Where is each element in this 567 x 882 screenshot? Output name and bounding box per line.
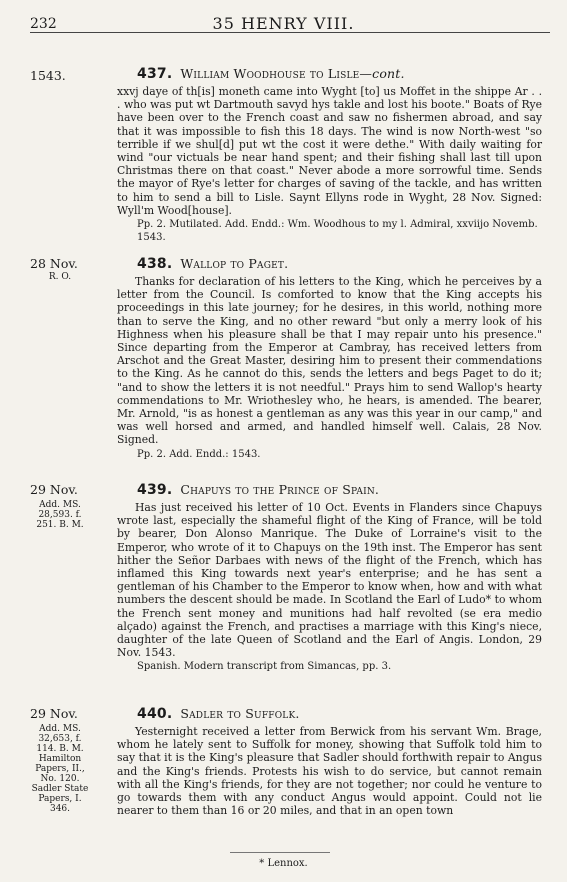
entry-body: Has just received his letter of 10 Oct. Events in Flanders since Chapuys wrote last, especially the shameful flight of the King of France, will be told by bearer, Don Alonso Manrique. The Duke of Lorraine's visit to the Emperor, who wrote of it to Chapuys on the 19th inst. The Emperor has sent hither the Señor Darbaes with news of the flight of the French, which has inflamed this King towards next year's enterprise; and he has sent a gentleman of his Chamber to the Emperor to know when, how and with what numbers the descent should be made. In Scotland the Earl of Ludo* to whom the French sent money and munitions had half revolted (se era medio alçado) against the French, and practises a marriage with this King's niece, daughter of the late Queen of Scotland and the Earl of Angis. London, 29 Nov. 1543. xyxy=(117,501,542,660)
entry-note: Pp. 2. Mutilated. Add. Endd.: Wm. Woodhous to my l. Admiral, xxviijo Novemb. 1543. xyxy=(137,219,538,243)
margin-date-440: 29 Nov. xyxy=(30,706,78,721)
entry-439 xyxy=(117,482,542,674)
margin-source-439: Add. MS. 28,593. f. 251. B. M. xyxy=(36,500,84,530)
entry-note: Spanish. Modern transcript from Simancas, pp. 3. xyxy=(137,661,392,673)
entry-body: Thanks for declaration of his letters to the King, which he perceives by a letter from the Council. Is comforted to know that the King accepts his proceedings in this late journey; for he desires, in this world, nothing more than to serve the King, and no other reward "but only a merry look of his Highness when his pleasure shall be that I may repair unto his presence." Since departing from the Emperor at Cambray, has received letters from Arschot and the Great Master, desiring him to present their commendations to the King. As he cannot do this, sends the letters and begs Paget to do it; "and to show the letters it is not needful." Prays him to send Wallop's hearty commendations to Mr. Wriothesley who, he hears, is amended. The bearer, Mr. Arnold, "is as honest a gentleman as any was this year in our camp," and was well horsed and armed, and handled himself well. Calais, 28 Nov. Signed. xyxy=(117,275,542,447)
entry-note: Pp. 2. Add. Endd.: 1543. xyxy=(137,448,261,460)
entry-438 xyxy=(117,256,542,461)
entry-number: 438. xyxy=(137,256,173,272)
entry-heading: Wallop to Paget. xyxy=(180,256,289,271)
entry-title xyxy=(137,482,542,498)
margin-source-438: R. O. xyxy=(48,272,72,282)
entry-440 xyxy=(117,706,542,817)
entry-cont: —cont. xyxy=(359,66,405,81)
margin-date-438: 28 Nov. xyxy=(30,256,78,271)
footnote-rule xyxy=(230,852,330,853)
entry-title xyxy=(137,66,542,82)
entry-heading: Chapuys to the Prince of Spain. xyxy=(180,482,380,497)
header-rule xyxy=(30,32,550,33)
running-head: 35 HENRY VIII. xyxy=(212,14,355,33)
margin-year: 1543. xyxy=(30,68,66,83)
margin-date-439: 29 Nov. xyxy=(30,482,78,497)
entry-number: 439. xyxy=(137,482,173,498)
entry-437 xyxy=(117,66,542,244)
entry-title xyxy=(137,256,542,272)
footnote: * Lennox. xyxy=(259,858,308,869)
page-number: 232 xyxy=(30,16,57,32)
entry-number: 437. xyxy=(137,66,173,82)
entry-body: xxvj daye of th[is] moneth came into Wyght [to] us Moffet in the shippe Ar . . . who was put wt Dartmouth savyd hys takle and lost his boote." Boats of Rye have been over to the French coast and saw no fishermen abroad, and say that it was impossible to fish this 18 days. The wind is now North-west "so terrible if we shul[d] put wt the cost it were dethe." With daily waiting for wind "our victuals be near hand spent; and their fishing shall last till upon Christmas there on that coast." Never abode a more sorrowful time. Sends the mayor of Rye's letter for charges of saving of the tackle, and has written to him to send a bill to Lisle. Saynt Ellyns rode in Wyght, 28 Nov. Signed: Wyll'm Wood[house]. xyxy=(117,85,542,217)
entry-body: Yesternight received a letter from Berwick from his servant Wm. Brage, whom he lately sent to Suffolk for money, showing that Suffolk told him to say that it is the King's pleasure that Sadler should forthwith repair to Angus and the King's friends. Protests his wish to do service, but cannot remain with all the King's friends, for they are not together; nor could he venture to go towards them with any conduct Angus would appoint. Could not lie nearer to them than 16 or 20 miles, and that in an open town xyxy=(117,725,542,818)
entry-number: 440. xyxy=(137,706,173,722)
margin-source-440: Add. MS. 32,653, f. 114. B. M. Hamilton Papers, II., No. 120. Sadler State Papers, I. 346. xyxy=(31,724,89,814)
entry-title xyxy=(137,706,542,722)
entry-heading: William Woodhouse to Lisle xyxy=(180,66,360,81)
entry-heading: Sadler to Suffolk. xyxy=(180,706,300,721)
